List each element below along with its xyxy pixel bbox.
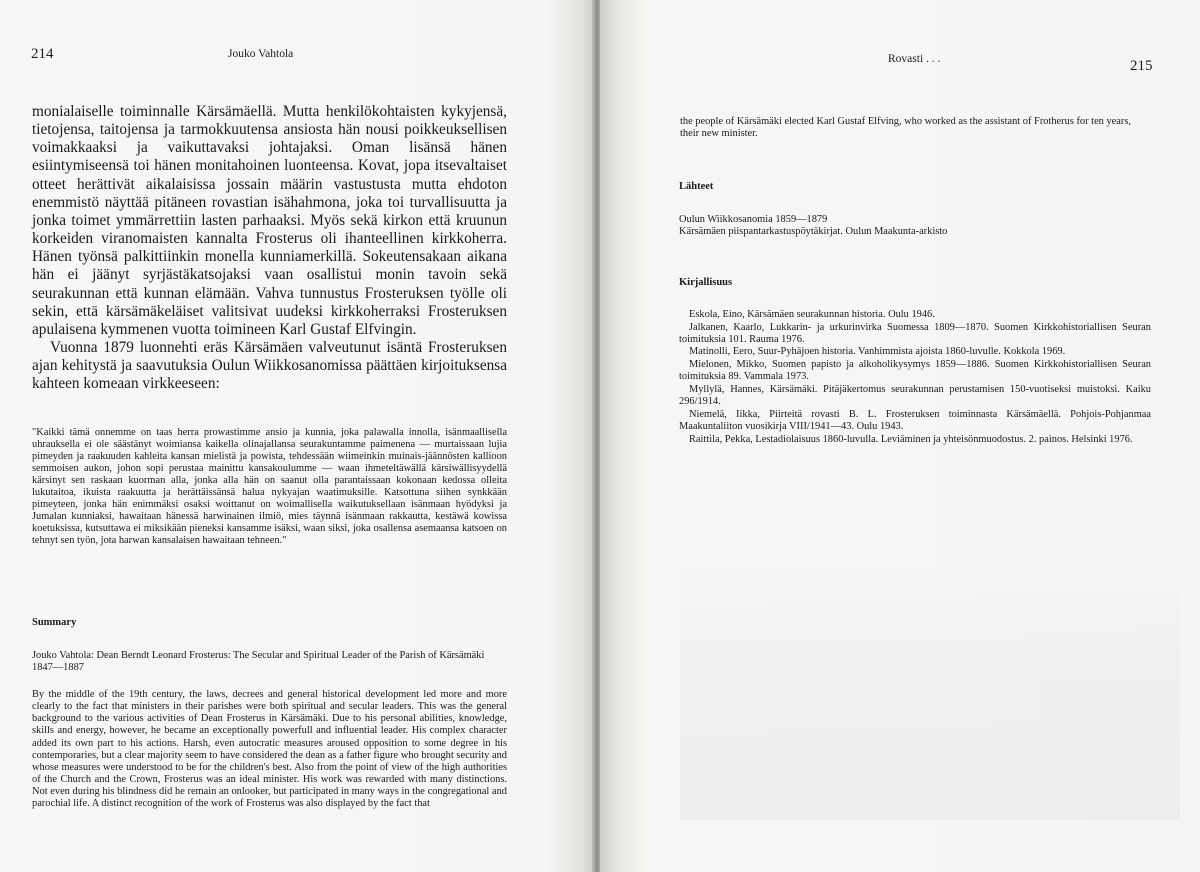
list-item: Eskola, Eino, Kärsämäen seurakunnan historia. Oulu 1946.	[689, 309, 935, 320]
summary-title: Jouko Vahtola: Dean Berndt Leonard Frosterus: The Secular and Spiritual Leader of the Parish of Kärsämäki 1847—1887	[32, 650, 485, 674]
running-head-left: Jouko Vahtola	[228, 48, 294, 60]
literature-list	[679, 309, 1151, 446]
running-head-right: Rovasti . . .	[888, 53, 941, 65]
page-number-right: 215	[1130, 58, 1153, 74]
sources-heading: Lähteet	[679, 181, 714, 192]
right-page	[600, 0, 1200, 872]
list-item: Kärsämäen piispantarkastuspöytäkirjat. Oulun Maakunta-arkisto	[679, 226, 948, 238]
literature-heading: Kirjallisuus	[679, 277, 733, 288]
sources-list	[679, 214, 1149, 238]
summary-continuation: the people of Kärsämäki elected Karl Gustaf Elfving, who worked as the assistant of Frotherus for ten years, their new minister.	[680, 116, 1131, 140]
quote-text: "Kaikki tämä onnemme on taas herra prowastimme ansio ja kunnia, joka palawalla innolla, isänmaallisella uhrauksella ei ole säästänyt woimiansa kaikella olinajallansa seurakuntamme paimenena — murtaissaan lujia pimeyden ja raakuuden kahleita kansan mielistä ja powista, tehdessään wiimeinkin muinais-jäännösten kallioon semmoisen aukon, johon sopi perustaa mainittu kansakoulumme — waan ihmeteltäwällä kärsiwällisyydellä kärsinyt sen raskaan kuorman alla, jonka alla hän on saanut olla parantaissaan kokonaan kedossa olleita lukutaitoa, ikuista raakuutta ja herättäissänsä halua nykyajan waatimuksille. Katsottuna siihen synkkään pimeyteen, jonka hän enimmäksi osaksi woittanut on woimallisella waikutuksellaan isänmaan hyödyksi ja Jumalan kunniaksi, hawaitaan hänessä harwinainen ilmiö, mies täynnä isänmaan rakkautta, kestäwä kowissa koetuksissa, kutsuttawa ei miksikään pieneksi kansamme isäksi, waan siksi, joka osallensa asemaansa katsoen on tehnyt sen työn, jota harwan kansalaisen hawaitaan tehneen."	[32, 427, 507, 547]
list-item: Raittila, Pekka, Lestadiolaisuus 1860-luvulla. Leviäminen ja yhteisönmuodostus. 2. painos. Helsinki 1976.	[689, 433, 1133, 445]
page-number-left: 214	[31, 46, 54, 62]
body-text	[32, 103, 507, 394]
summary-body: By the middle of the 19th century, the laws, decrees and general historical development led more and more clearly to the fact that ministers in their parishes were both spiritual and secular leaders. This was the general background to the various activities of Dean Frosterus in Kärsämäki. Due to his personal abilities, knowledge, skills and energy, however, he became an exceptionally powerfull and influential leader. His complex character added its own part to his actions. Harsh, even autocratic measures aroused opposition to some degree in his contemporaries, but a clear majority seem to have considered the dean as a father figure who brought security and whose measures were understood to be for the children's best. Also from the point of view of the high authorities of the Church and the Crown, Frosterus was an ideal minister. His work was rewarded with many distinctions. Not even during his blindness did he remain an onlooker, but participated in many ways in the congregational and parochial life. A distinct recognition of the work of Frosterus was also displayed by the fact that	[32, 689, 507, 810]
list-item: Myllylä, Hannes, Kärsämäki. Pitäjäkertomus seurakunnan perustamisen 150-vuotiseksi muistoksi. Kaiku 296/1914.	[679, 383, 1151, 408]
summary-heading: Summary	[32, 617, 77, 628]
list-item: Jalkanen, Kaarlo, Lukkarin- ja urkurinvirka Suomessa 1809—1870. Suomen Kirkkohistoriallisen Seuran toimituksia 101. Rauma 1976.	[679, 321, 1151, 345]
paragraph: Vuonna 1879 luonnehti eräs Kärsämäen valveutunut isäntä Frosteruksen ajan kehitystä ja saavutuksia Oulun Wiikkosanomissa päättäen kirjoituksensa kahteen komeaan virkkeeseen:	[32, 339, 507, 393]
list-item: Niemelä, Iikka, Piirteitä rovasti B. L. Frosteruksen toiminnasta Kärsämäellä. Pohjois-Pohjanmaa Maakuntaliiton vuosikirja VIII/1941—43. Oulu 1943.	[679, 408, 1151, 432]
left-page	[0, 0, 594, 872]
newspaper-quote	[32, 427, 507, 547]
list-item: Oulun Wiikkosanomia 1859—1879	[679, 214, 828, 225]
list-item: Matinolli, Eero, Suur-Pyhäjoen historia. Vanhimmista ajoista 1860-luvulle. Kokkola 1969.	[689, 346, 1066, 358]
bleed-through-shade	[680, 560, 1180, 820]
paragraph: monialaiselle toiminnalle Kärsämäellä. Mutta henkilökohtaisten kykyjensä, tietojensa, taitojensa ja tarmokkuutensa ansiosta hän nousi poikkeuksellisen voimakkaaksi ja vaikuttavaksi johtajaksi. Oman lisänsä hänen esiintymiseensä toi hänen monitahoinen luonteensa. Kovat, jopa itsevaltaiset otteet herättivät aikalaisissa jossain määrin vastustusta mutta ehdoton enemmistö näyttää pitäneen rovastian isähahmona, joka toi turvallisuutta ja jonka toimet ymmärrettiin lasten parhaaksi. Myös sekä kirkon että kruunun korkeiden viranomaisten kannalta Frosterus oli ihanteellinen kirkkoherra. Hänen työnsä palkittiinkin monella kunniamerkillä. Sokeutensakaan aikana hän ei jäänyt syrjästäkatsojaksi vaan osallistui monin tavoin sekä seurakunnan että kunnan elämään. Vahva tunnustus Frosteruksen työlle oli sekin, että kärsämäkeläiset valitsivat uudeksi kirkkoherraksi Frosteruksen apulaisena kymmenen vuotta toimineen Karl Gustaf Elfvingin.	[32, 103, 507, 338]
list-item: Mielonen, Mikko, Suomen papisto ja alkoholikysymys 1859—1886. Suomen Kirkkohistoriallisen Seuran toimituksia 89. Vammala 1973.	[679, 359, 1151, 383]
